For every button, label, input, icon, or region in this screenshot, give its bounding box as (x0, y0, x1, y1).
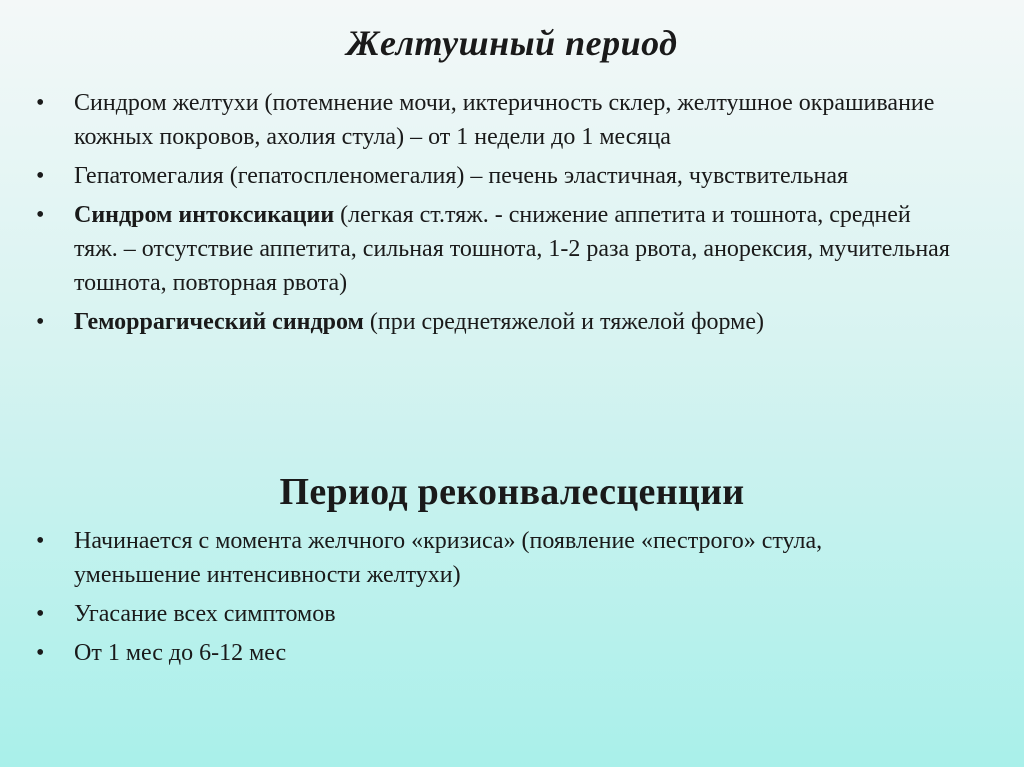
list-item (0, 597, 1024, 631)
list-item-text: Синдром желтухи (потемнение мочи, иктеричность склер, желтушное окрашивание кожных покровов, ахолия стула) – от 1 недели до 1 месяца (74, 90, 935, 150)
jaundice-period-list (0, 86, 1024, 344)
section-title-jaundice-period: Желтушный период (346, 23, 678, 63)
list-item-text: От 1 мес до 6-12 мес (74, 640, 287, 666)
list-item (0, 86, 1024, 154)
list-item (0, 636, 1024, 670)
list-item (0, 159, 1024, 193)
section-title-convalescence-period: Период реконвалесценции (279, 471, 745, 513)
list-item (0, 198, 1024, 300)
list-item-bold-text: Синдром интоксикации (74, 202, 335, 228)
list-item-text: (при среднетяжелой и тяжелой форме) (363, 309, 764, 335)
list-item-text: Начинается с момента желчного «кризиса» (появление «пестрого» стула, уменьшение интенсивности желтухи) (74, 528, 823, 588)
list-item-text: Угасание всех симптомов (74, 601, 336, 627)
list-item-bold-text: Геморрагический синдром (74, 309, 364, 335)
list-item (0, 524, 1024, 592)
list-item-text: Гепатомегалия (гепатоспленомегалия) – печень эластичная, чувствительная (74, 163, 849, 189)
list-item (0, 305, 1024, 339)
convalescence-period-list (0, 524, 1024, 675)
list-item-text: (легкая ст.тяж. - снижение аппетита и тошнота, средней тяж. – отсутствие аппетита, сильная тошнота, 1-2 раза рвота, анорексия, мучительная тошнота, повторная рвота) (74, 202, 950, 296)
